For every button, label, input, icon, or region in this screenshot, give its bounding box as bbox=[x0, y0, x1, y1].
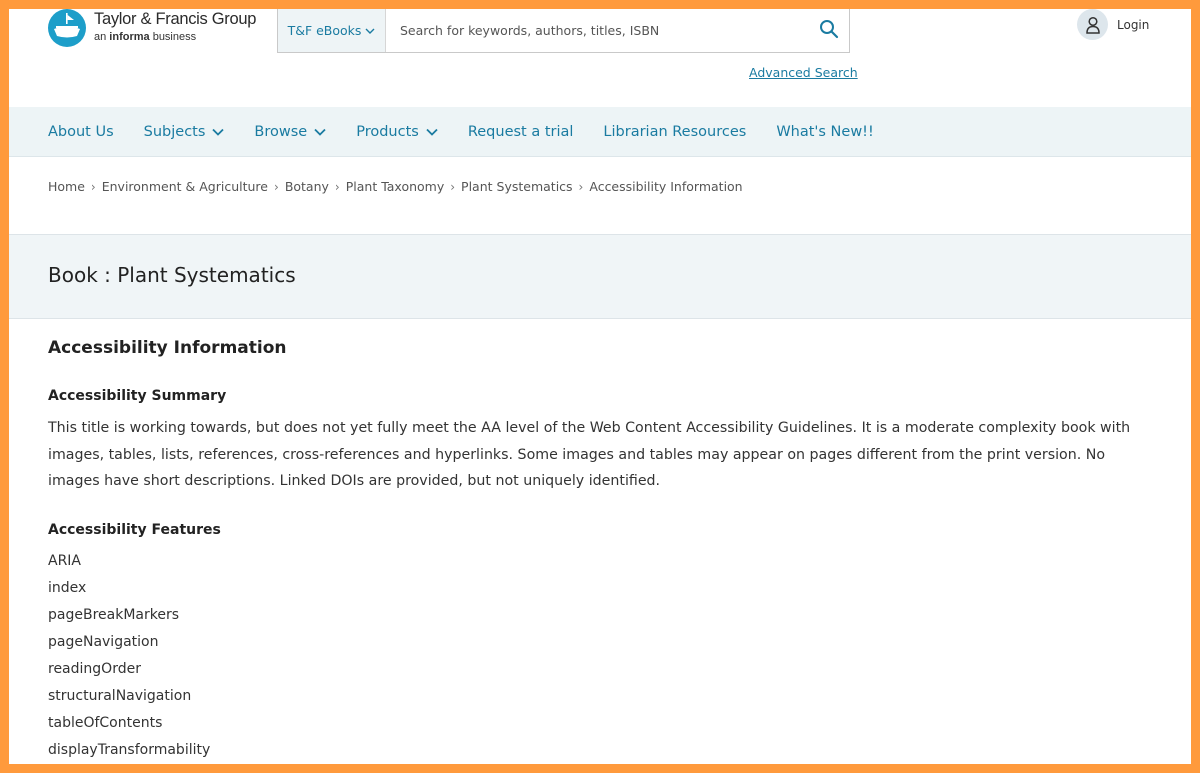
chevron-right-icon: › bbox=[450, 179, 456, 194]
list-item: pageNavigation bbox=[48, 633, 159, 650]
nav-label: What's New!! bbox=[776, 123, 874, 140]
breadcrumb-link[interactable]: Botany bbox=[284, 179, 329, 194]
chevron-right-icon: › bbox=[334, 179, 340, 194]
logo-title: Taylor & Francis Group bbox=[94, 10, 257, 28]
list-item: displayTransformability bbox=[48, 741, 211, 758]
main-nav bbox=[9, 107, 1191, 157]
nav-whats-new[interactable] bbox=[776, 124, 874, 140]
list-item: index bbox=[48, 579, 87, 596]
chevron-down-icon bbox=[314, 124, 326, 140]
search-scope-label: T&F eBooks bbox=[287, 23, 362, 38]
login-label: Login bbox=[1117, 17, 1150, 32]
chevron-down-icon bbox=[212, 124, 224, 140]
nav-label: Request a trial bbox=[467, 123, 574, 140]
accessibility-content bbox=[48, 338, 1158, 764]
logo-sub-bold: informa bbox=[109, 31, 150, 43]
list-item: structuralNavigation bbox=[48, 687, 192, 704]
brand-logo[interactable] bbox=[48, 9, 278, 53]
page-frame bbox=[9, 9, 1191, 764]
nav-label: Librarian Resources bbox=[603, 123, 747, 140]
breadcrumb-link[interactable]: Plant Systematics bbox=[461, 179, 573, 194]
nav-about-us[interactable] bbox=[48, 124, 114, 140]
nav-subjects[interactable] bbox=[144, 124, 225, 140]
chevron-right-icon: › bbox=[578, 179, 584, 194]
page-title: Book : Plant Systematics bbox=[48, 263, 296, 287]
site-header bbox=[9, 9, 1191, 107]
tf-ship-logo-icon bbox=[48, 9, 86, 47]
user-icon bbox=[1077, 9, 1108, 40]
nav-browse[interactable] bbox=[254, 124, 326, 140]
logo-sub-suffix: business bbox=[149, 31, 197, 43]
breadcrumb-link[interactable]: Environment & Agriculture bbox=[101, 179, 268, 194]
chevron-right-icon: › bbox=[90, 179, 96, 194]
list-item: readingOrder bbox=[48, 660, 141, 677]
list-item: pageBreakMarkers bbox=[48, 606, 180, 623]
logo-sub-prefix: an bbox=[94, 31, 110, 43]
breadcrumb bbox=[48, 179, 743, 194]
chevron-down-icon bbox=[365, 23, 375, 38]
nav-label: About Us bbox=[48, 123, 114, 140]
search-button[interactable] bbox=[809, 9, 849, 52]
book-title-band bbox=[9, 234, 1191, 319]
section-title: Accessibility Information bbox=[48, 338, 287, 358]
search-icon bbox=[819, 19, 839, 43]
nav-label: Products bbox=[356, 123, 419, 140]
nav-request-trial[interactable] bbox=[468, 124, 574, 140]
breadcrumb-current: Accessibility Information bbox=[589, 179, 743, 194]
list-item: ARIA bbox=[48, 552, 82, 569]
nav-label: Subjects bbox=[143, 123, 206, 140]
chevron-down-icon bbox=[426, 124, 438, 140]
chevron-right-icon: › bbox=[274, 179, 279, 194]
features-heading: Accessibility Features bbox=[48, 521, 221, 538]
search-scope-select[interactable] bbox=[278, 9, 386, 52]
features-list bbox=[48, 548, 1158, 764]
breadcrumb-link[interactable]: Plant Taxonomy bbox=[345, 179, 445, 194]
search-input[interactable] bbox=[386, 9, 809, 52]
summary-text: This title is working towards, but does not yet fully meet the AA level of the Web Content Accessibility Guidelines. It is a moderate complexity book with images, tables, lists, references, cross-references and hyperlinks. Some images and tables may appear on pages different from the print version. No images have short descriptions. Linked DOIs are provided, but not uniquely identified. bbox=[48, 420, 1131, 489]
nav-products[interactable] bbox=[356, 124, 438, 140]
nav-librarian-resources[interactable] bbox=[603, 124, 746, 140]
summary-heading: Accessibility Summary bbox=[48, 388, 227, 404]
list-item: tableOfContents bbox=[48, 714, 163, 731]
login-button[interactable] bbox=[1077, 9, 1149, 40]
nav-label: Browse bbox=[254, 123, 308, 140]
search-bar bbox=[277, 9, 850, 53]
breadcrumb-link[interactable]: Home bbox=[48, 179, 85, 194]
logo-subtitle bbox=[94, 31, 196, 43]
advanced-search-link[interactable]: Advanced Search bbox=[749, 65, 858, 80]
